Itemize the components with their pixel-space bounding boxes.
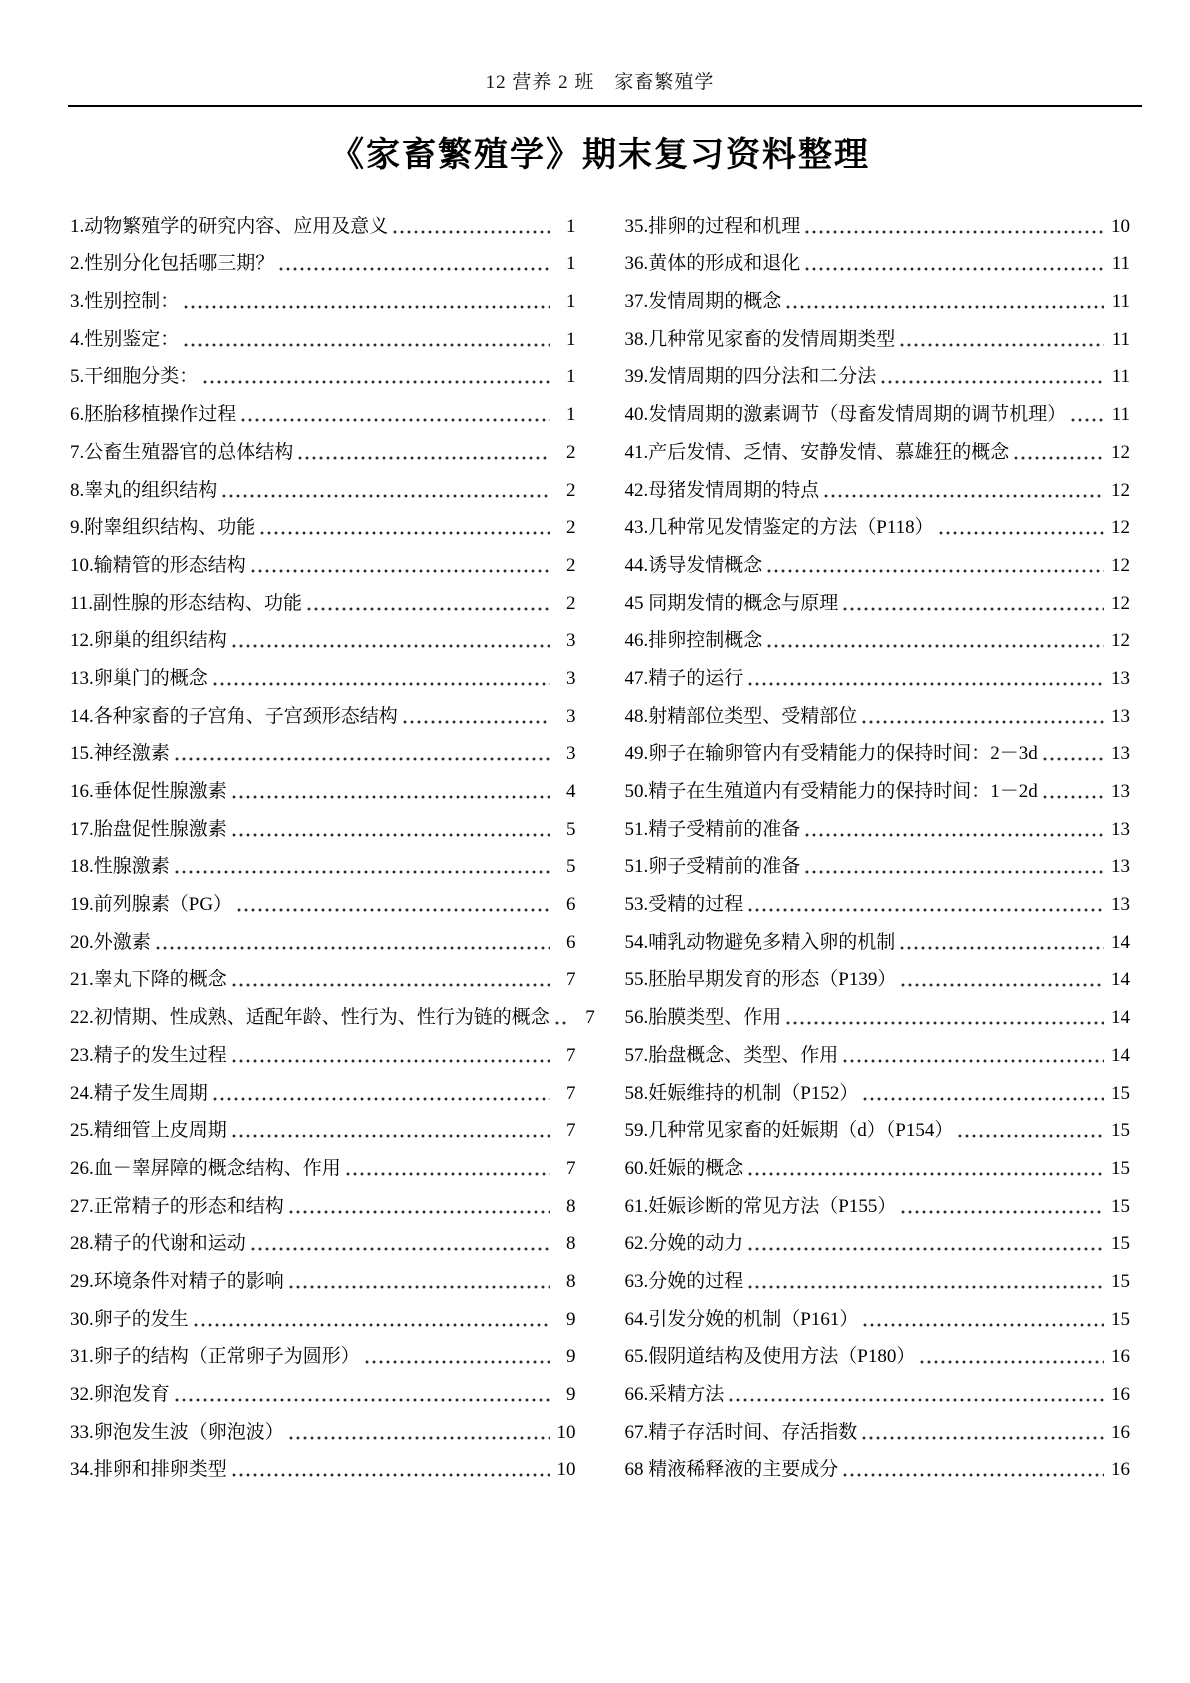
toc-entry[interactable] <box>625 955 1131 993</box>
header-text: 12 营养 2 班 家畜繁殖学 <box>485 72 715 93</box>
toc-entry[interactable] <box>70 1256 576 1294</box>
toc-entry-label: 43.几种常见发情鉴定的方法（P118） <box>624 517 934 539</box>
toc-entry[interactable] <box>70 1407 576 1445</box>
toc-entry-label: 62.分娩的动力 <box>624 1233 744 1255</box>
toc-leader-dots <box>958 1133 1104 1139</box>
toc-entry-page: 11 <box>1111 291 1130 313</box>
page-title: 《家畜繁殖学》期末复习资料整理 <box>330 137 870 174</box>
toc-entry-page: 14 <box>1111 969 1130 991</box>
toc-entry[interactable] <box>70 804 576 842</box>
toc-entry-page: 1 <box>566 253 576 275</box>
toc-leader-dots <box>1043 756 1104 762</box>
toc-entry[interactable] <box>70 352 576 390</box>
toc-entry-label: 40.发情周期的激素调节（母畜发情周期的调节机理） <box>624 404 1067 426</box>
toc-entry-label: 20.外激素 <box>70 931 151 953</box>
toc-entry-label: 34.排卵和排卵类型 <box>70 1459 227 1481</box>
toc-entry-label: 16.垂体促性腺激素 <box>70 781 227 802</box>
toc-entry-page: 6 <box>566 894 576 916</box>
toc-entry-label: 54.哺乳动物避免多精入卵的机制 <box>624 931 896 953</box>
toc-leader-dots <box>184 342 549 348</box>
toc-leader-dots <box>298 455 549 461</box>
toc-leader-dots <box>232 794 550 800</box>
toc-leader-dots <box>403 719 550 725</box>
toc-entry[interactable] <box>625 352 1131 390</box>
toc-leader-dots <box>748 1246 1104 1252</box>
toc-entry-page: 12 <box>1111 630 1130 652</box>
toc-entry[interactable] <box>625 917 1131 955</box>
toc-entry[interactable] <box>625 616 1131 654</box>
toc-entry-page: 8 <box>566 1233 576 1255</box>
toc-leader-dots <box>1043 794 1104 800</box>
toc-entry[interactable] <box>625 239 1131 277</box>
toc-entry-page: 3 <box>566 743 576 765</box>
toc-entry-page: 11 <box>1111 404 1130 426</box>
toc-entry-page: 15 <box>1111 1233 1130 1255</box>
toc-entry-label: 9.附睾组织结构、功能 <box>70 517 256 539</box>
toc-entry-label: 50.精子在生殖道内有受精能力的保持时间：1－2d <box>624 781 1038 802</box>
toc-entry-page: 1 <box>566 404 576 426</box>
toc-entry[interactable] <box>625 314 1131 352</box>
toc-entry-page: 14 <box>1111 1044 1130 1066</box>
toc-leader-dots <box>203 379 549 385</box>
toc-entry-label: 59.几种常见家畜的妊娠期（d）（P154） <box>624 1120 954 1142</box>
toc-leader-dots <box>1071 417 1104 423</box>
table-of-contents <box>70 201 1130 1482</box>
toc-entry[interactable] <box>70 879 576 917</box>
toc-leader-dots <box>393 229 549 235</box>
toc-leader-dots <box>365 1359 550 1365</box>
toc-entry-page: 9 <box>566 1308 576 1330</box>
toc-entry[interactable] <box>70 1219 576 1257</box>
toc-entry-label: 42.母猪发情周期的特点 <box>624 479 820 501</box>
toc-leader-dots <box>346 1171 550 1177</box>
toc-entry-page: 1 <box>566 328 576 350</box>
toc-entry-page: 13 <box>1111 667 1130 689</box>
toc-entry-label: 36.黄体的形成和退化 <box>624 253 801 275</box>
toc-entry-page: 15 <box>1111 1308 1130 1330</box>
toc-entry[interactable] <box>625 503 1131 541</box>
toc-entry[interactable] <box>625 1445 1131 1483</box>
toc-entry-page: 12 <box>1111 441 1130 463</box>
toc-entry-label: 39.发情周期的四分法和二分法 <box>624 366 877 388</box>
toc-entry[interactable] <box>70 465 576 503</box>
toc-leader-dots <box>555 1020 569 1026</box>
toc-entry-label: 64.引发分娩的机制（P161） <box>624 1308 859 1330</box>
toc-entry-page: 10 <box>556 1459 576 1481</box>
toc-entry[interactable] <box>70 917 576 955</box>
toc-leader-dots <box>843 606 1104 612</box>
toc-entry[interactable] <box>70 691 576 729</box>
toc-entry-page: 12 <box>1111 517 1130 539</box>
toc-entry-page: 7 <box>585 1007 595 1029</box>
toc-column-left <box>70 201 595 1482</box>
toc-leader-dots <box>805 266 1104 272</box>
toc-leader-dots <box>786 304 1104 310</box>
toc-entry[interactable] <box>70 239 576 277</box>
toc-entry-label: 21.睾丸下降的概念 <box>70 969 227 991</box>
toc-leader-dots <box>767 568 1104 574</box>
toc-entry-page: 5 <box>566 856 576 878</box>
toc-entry[interactable] <box>70 314 576 352</box>
toc-entry-page: 1 <box>566 291 576 313</box>
toc-entry[interactable] <box>70 766 576 804</box>
toc-entry[interactable] <box>70 616 576 654</box>
header-rule <box>68 105 1142 107</box>
toc-entry[interactable] <box>625 1143 1131 1181</box>
toc-leader-dots <box>881 379 1104 385</box>
toc-entry-page: 7 <box>566 1044 576 1066</box>
toc-entry-page: 15 <box>1111 1082 1130 1104</box>
toc-entry-label: 63.分娩的过程 <box>624 1270 744 1292</box>
toc-leader-dots <box>863 1096 1104 1102</box>
toc-entry-page: 3 <box>566 667 576 689</box>
toc-leader-dots <box>232 832 550 838</box>
toc-entry[interactable] <box>70 992 595 1030</box>
toc-entry[interactable] <box>625 653 1131 691</box>
toc-entry-page: 10 <box>556 1421 576 1443</box>
toc-leader-dots <box>260 530 549 536</box>
toc-entry[interactable] <box>625 804 1131 842</box>
toc-entry[interactable] <box>70 1068 576 1106</box>
toc-entry-page: 2 <box>566 592 576 614</box>
toc-entry-label: 27.正常精子的形态和结构 <box>70 1195 284 1217</box>
toc-entry-page: 7 <box>566 1082 576 1104</box>
toc-leader-dots <box>901 982 1104 988</box>
toc-leader-dots <box>862 1435 1104 1441</box>
toc-entry-label: 25.精细管上皮周期 <box>70 1120 227 1142</box>
toc-entry[interactable] <box>70 1143 576 1181</box>
toc-entry[interactable] <box>70 578 576 616</box>
toc-leader-dots <box>232 1472 550 1478</box>
toc-entry-page: 15 <box>1111 1157 1130 1179</box>
toc-entry-label: 4.性别鉴定： <box>70 328 180 350</box>
toc-entry-label: 57.胎盘概念、类型、作用 <box>624 1044 839 1066</box>
toc-entry[interactable] <box>625 578 1131 616</box>
toc-leader-dots <box>748 681 1104 687</box>
toc-leader-dots <box>232 643 550 649</box>
toc-leader-dots <box>863 1322 1104 1328</box>
toc-entry-page: 12 <box>1111 592 1130 614</box>
toc-entry[interactable] <box>625 729 1131 767</box>
toc-entry[interactable] <box>625 1219 1131 1257</box>
toc-entry[interactable] <box>70 503 576 541</box>
toc-entry-page: 13 <box>1111 818 1130 840</box>
toc-entry[interactable] <box>70 427 576 465</box>
toc-entry-page: 6 <box>566 931 576 953</box>
toc-entry[interactable] <box>625 1068 1131 1106</box>
toc-entry-label: 58.妊娠维持的机制（P152） <box>624 1082 859 1104</box>
toc-leader-dots <box>175 756 550 762</box>
toc-entry-label: 6.胚胎移植操作过程 <box>70 404 237 426</box>
toc-leader-dots <box>194 1322 550 1328</box>
toc-entry-page: 5 <box>566 818 576 840</box>
toc-leader-dots <box>279 266 549 272</box>
toc-entry-label: 17.胎盘促性腺激素 <box>70 818 227 840</box>
toc-entry[interactable] <box>625 1181 1131 1219</box>
toc-entry-page: 16 <box>1111 1346 1130 1368</box>
toc-leader-dots <box>939 530 1104 536</box>
toc-leader-dots <box>251 568 550 574</box>
toc-entry[interactable] <box>70 1181 576 1219</box>
toc-leader-dots <box>307 606 549 612</box>
toc-entry-page: 16 <box>1111 1421 1130 1443</box>
toc-leader-dots <box>213 1096 550 1102</box>
toc-leader-dots <box>805 869 1104 875</box>
toc-leader-dots <box>862 719 1104 725</box>
toc-entry-label: 46.排卵控制概念 <box>624 630 763 652</box>
toc-entry-label: 55.胚胎早期发育的形态（P139） <box>624 969 897 991</box>
toc-leader-dots <box>748 1171 1104 1177</box>
toc-entry[interactable] <box>625 1030 1131 1068</box>
toc-entry-label: 5.干细胞分类： <box>70 366 199 388</box>
toc-entry-label: 13.卵巢门的概念 <box>70 667 208 689</box>
toc-entry-page: 7 <box>566 1120 576 1142</box>
toc-entry[interactable] <box>625 540 1131 578</box>
toc-entry[interactable] <box>70 729 576 767</box>
toc-entry-page: 1 <box>566 366 576 388</box>
toc-entry-label: 14.各种家畜的子宫角、子宫颈形态结构 <box>70 705 398 727</box>
toc-leader-dots <box>843 1058 1104 1064</box>
toc-leader-dots <box>843 1472 1104 1478</box>
toc-entry-page: 3 <box>566 630 576 652</box>
toc-entry-label: 3.性别控制： <box>70 291 180 313</box>
toc-entry[interactable] <box>70 842 576 880</box>
toc-entry-label: 22.初情期、性成熟、适配年龄、性行为、性行为链的概念 <box>70 1007 550 1029</box>
toc-entry[interactable] <box>625 1332 1131 1370</box>
toc-entry[interactable] <box>70 276 576 314</box>
toc-leader-dots <box>1014 455 1104 461</box>
toc-entry-label: 29.环境条件对精子的影响 <box>70 1270 284 1292</box>
toc-entry-label: 41.产后发情、乏情、安静发情、慕雄狂的概念 <box>624 441 1010 463</box>
toc-leader-dots <box>232 982 550 988</box>
toc-leader-dots <box>729 1397 1104 1403</box>
toc-entry-page: 2 <box>566 441 576 463</box>
toc-entry[interactable] <box>625 389 1131 427</box>
toc-entry-page: 14 <box>1111 1007 1130 1029</box>
toc-leader-dots <box>232 1058 550 1064</box>
toc-entry[interactable] <box>625 1407 1131 1445</box>
toc-leader-dots <box>767 643 1104 649</box>
toc-entry[interactable] <box>70 1106 576 1144</box>
toc-entry-label: 7.公畜生殖器官的总体结构 <box>70 441 294 463</box>
toc-entry[interactable] <box>625 766 1131 804</box>
toc-entry-label: 15.神经激素 <box>70 743 170 765</box>
toc-entry[interactable] <box>625 427 1131 465</box>
toc-entry-page: 1 <box>566 215 576 237</box>
toc-leader-dots <box>805 832 1104 838</box>
toc-entry[interactable] <box>70 1332 576 1370</box>
toc-entry-page: 11 <box>1111 328 1130 350</box>
toc-entry-page: 2 <box>566 479 576 501</box>
toc-entry-page: 16 <box>1111 1384 1130 1405</box>
toc-leader-dots <box>175 869 550 875</box>
toc-entry-page: 8 <box>566 1270 576 1292</box>
toc-entry-label: 38.几种常见家畜的发情周期类型 <box>624 328 896 350</box>
toc-entry-page: 14 <box>1111 931 1130 953</box>
toc-entry[interactable] <box>70 389 576 427</box>
toc-entry-page: 7 <box>566 1157 576 1179</box>
toc-entry-label: 12.卵巢的组织结构 <box>70 630 227 652</box>
toc-entry-page: 15 <box>1111 1120 1130 1142</box>
toc-entry-label: 51.精子受精前的准备 <box>624 818 801 840</box>
toc-column-right <box>625 201 1131 1482</box>
toc-entry-label: 37.发情周期的概念 <box>624 291 782 313</box>
toc-entry-label: 49.卵子在输卵管内有受精能力的保持时间：2－3d <box>624 743 1038 765</box>
toc-leader-dots <box>213 681 550 687</box>
toc-entry[interactable] <box>70 1369 576 1407</box>
toc-leader-dots <box>241 417 549 423</box>
toc-entry[interactable] <box>625 1106 1131 1144</box>
toc-entry[interactable] <box>70 1445 576 1483</box>
toc-entry-label: 44.诱导发情概念 <box>624 554 763 576</box>
toc-entry-page: 9 <box>566 1346 576 1368</box>
toc-entry-label: 65.假阴道结构及使用方法（P180） <box>624 1346 916 1368</box>
toc-entry-page: 11 <box>1111 366 1130 388</box>
toc-entry-page: 8 <box>566 1195 576 1217</box>
toc-entry[interactable] <box>625 1294 1131 1332</box>
toc-entry-page: 7 <box>566 969 576 991</box>
toc-entry-label: 28.精子的代谢和运动 <box>70 1233 246 1255</box>
toc-entry-label: 11.副性腺的形态结构、功能 <box>70 592 303 614</box>
toc-entry-label: 35.排卵的过程和机理 <box>624 215 801 237</box>
toc-leader-dots <box>156 945 550 951</box>
toc-entry-label: 33.卵泡发生波（卵泡波） <box>70 1421 284 1443</box>
toc-entry-label: 56.胎膜类型、作用 <box>624 1007 782 1029</box>
toc-entry-page: 11 <box>1111 253 1130 275</box>
toc-entry-label: 66.采精方法 <box>624 1384 725 1405</box>
toc-leader-dots <box>805 229 1104 235</box>
toc-entry[interactable] <box>625 276 1131 314</box>
toc-entry-label: 48.射精部位类型、受精部位 <box>624 705 858 727</box>
toc-entry-label: 45 同期发情的概念与原理 <box>624 592 839 614</box>
toc-entry-page: 12 <box>1111 554 1130 576</box>
toc-entry[interactable] <box>625 1369 1131 1407</box>
toc-entry-label: 61.妊娠诊断的常见方法（P155） <box>624 1195 897 1217</box>
page-header <box>70 70 1130 107</box>
toc-entry-page: 13 <box>1111 856 1130 878</box>
toc-leader-dots <box>251 1246 550 1252</box>
toc-entry-label: 24.精子发生周期 <box>70 1082 208 1104</box>
toc-entry-page: 16 <box>1111 1459 1130 1481</box>
toc-entry[interactable] <box>625 201 1131 239</box>
toc-entry-label: 10.输精管的形态结构 <box>70 554 246 576</box>
toc-leader-dots <box>920 1359 1104 1365</box>
toc-entry[interactable] <box>625 1256 1131 1294</box>
toc-entry[interactable] <box>625 992 1131 1030</box>
toc-entry-page: 9 <box>566 1384 576 1405</box>
toc-entry-label: 30.卵子的发生 <box>70 1308 189 1330</box>
toc-entry-page: 2 <box>566 554 576 576</box>
toc-entry-label: 19.前列腺素（PG） <box>70 894 233 916</box>
toc-leader-dots <box>222 493 549 499</box>
toc-entry[interactable] <box>625 879 1131 917</box>
toc-entry-label: 18.性腺激素 <box>70 856 170 878</box>
toc-entry[interactable] <box>70 653 576 691</box>
toc-entry-label: 2.性别分化包括哪三期？ <box>70 253 275 275</box>
toc-leader-dots <box>900 945 1104 951</box>
toc-entry-label: 26.血－睾屏障的概念结构、作用 <box>70 1157 341 1179</box>
toc-entry-page: 13 <box>1111 705 1130 727</box>
toc-entry-label: 68 精液稀释液的主要成分 <box>624 1459 839 1481</box>
toc-entry[interactable] <box>70 540 576 578</box>
toc-entry-page: 2 <box>566 517 576 539</box>
toc-entry-label: 31.卵子的结构（正常卵子为圆形） <box>70 1346 360 1368</box>
toc-entry[interactable] <box>70 955 576 993</box>
toc-entry-label: 60.妊娠的概念 <box>624 1157 744 1179</box>
toc-entry[interactable] <box>625 842 1131 880</box>
toc-leader-dots <box>748 1284 1104 1290</box>
toc-entry-label: 51.卵子受精前的准备 <box>624 856 801 878</box>
toc-leader-dots <box>901 1209 1104 1215</box>
toc-entry-page: 15 <box>1111 1195 1130 1217</box>
toc-leader-dots <box>289 1209 550 1215</box>
toc-leader-dots <box>900 342 1104 348</box>
toc-entry-label: 53.受精的过程 <box>624 894 744 916</box>
toc-entry-page: 12 <box>1111 479 1130 501</box>
toc-entry-page: 13 <box>1111 743 1130 765</box>
toc-entry-label: 23.精子的发生过程 <box>70 1044 227 1066</box>
toc-entry-page: 13 <box>1111 781 1130 802</box>
toc-entry[interactable] <box>625 691 1131 729</box>
toc-entry[interactable] <box>70 1030 576 1068</box>
toc-entry-label: 8.睾丸的组织结构 <box>70 479 218 501</box>
toc-leader-dots <box>184 304 549 310</box>
toc-entry-page: 15 <box>1111 1270 1130 1292</box>
toc-entry[interactable] <box>70 1294 576 1332</box>
toc-entry-page: 10 <box>1111 215 1130 237</box>
toc-leader-dots <box>824 493 1104 499</box>
toc-entry-page: 4 <box>566 781 576 802</box>
toc-entry-label: 1.动物繁殖学的研究内容、应用及意义 <box>70 215 389 237</box>
toc-entry[interactable] <box>70 201 576 239</box>
toc-entry-page: 13 <box>1111 894 1130 916</box>
toc-leader-dots <box>786 1020 1104 1026</box>
toc-entry-label: 47.精子的运行 <box>624 667 744 689</box>
toc-entry-page: 3 <box>566 705 576 727</box>
toc-leader-dots <box>237 907 549 913</box>
toc-entry[interactable] <box>625 465 1131 503</box>
toc-entry-label: 32.卵泡发育 <box>70 1384 170 1405</box>
toc-leader-dots <box>748 907 1104 913</box>
toc-leader-dots <box>232 1133 550 1139</box>
toc-leader-dots <box>289 1435 550 1441</box>
toc-leader-dots <box>289 1284 550 1290</box>
toc-entry-label: 67.精子存活时间、存活指数 <box>624 1421 858 1443</box>
toc-leader-dots <box>175 1397 550 1403</box>
